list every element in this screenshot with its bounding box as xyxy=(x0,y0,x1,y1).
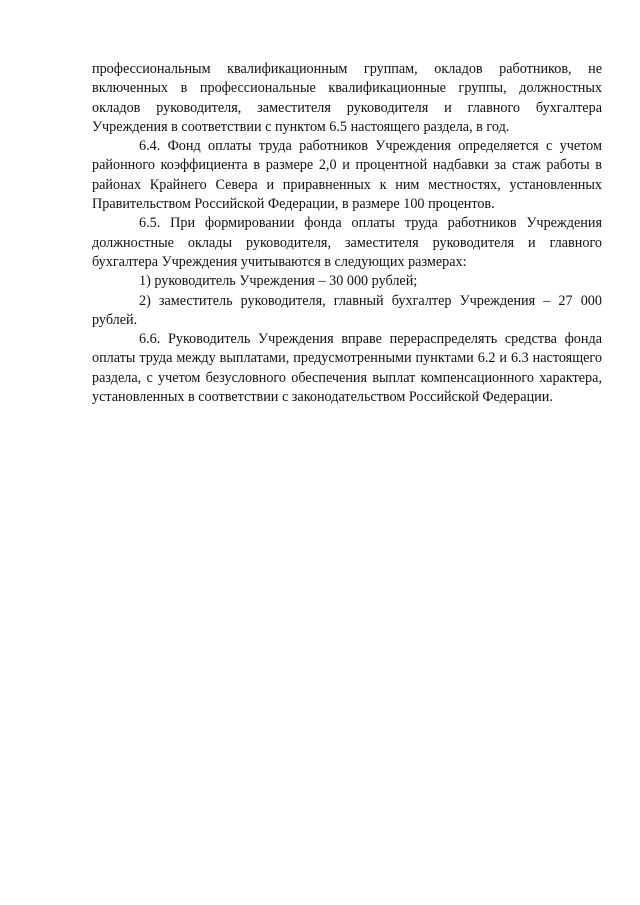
list-item-2: 2) заместитель руководителя, главный бухгалтер Учреждения – 27 000 рублей. xyxy=(92,292,602,328)
document-body xyxy=(92,60,602,407)
paragraph-6-5: 6.5. При формировании фонда оплаты труда работников Учреждения должностные оклады руководителя, заместителя руководителя и главного бухгалтера Учреждения учитываются в следующих размерах: xyxy=(92,215,602,270)
paragraph-6-6: 6.6. Руководитель Учреждения вправе перераспределять средства фонда оплаты труда между выплатами, предусмотренными пунктами 6.2 и 6.3 настоящего раздела, с учетом безусловного обеспечения выплат компенсационного характера, установленных в соответствии с законодательством Российской Федерации. xyxy=(92,331,602,406)
paragraph-6-4: 6.4. Фонд оплаты труда работников Учреждения определяется с учетом районного коэффициента в размере 2,0 и процентной надбавки за стаж работы в районах Крайнего Севера и приравненных к ним местностях, установленных Правительством Российской Федерации, в размере 100 процентов. xyxy=(92,138,602,213)
paragraph-continuation: профессиональным квалификационным группам, окладов работников, не включенных в профессиональные квалификационные группы, должностных окладов руководителя, заместителя руководителя и главного бухгалтера Учреждения в соответствии с пунктом 6.5 настоящего раздела, в год. xyxy=(92,61,602,135)
list-item-1: 1) руководитель Учреждения – 30 000 рублей; xyxy=(139,273,418,290)
